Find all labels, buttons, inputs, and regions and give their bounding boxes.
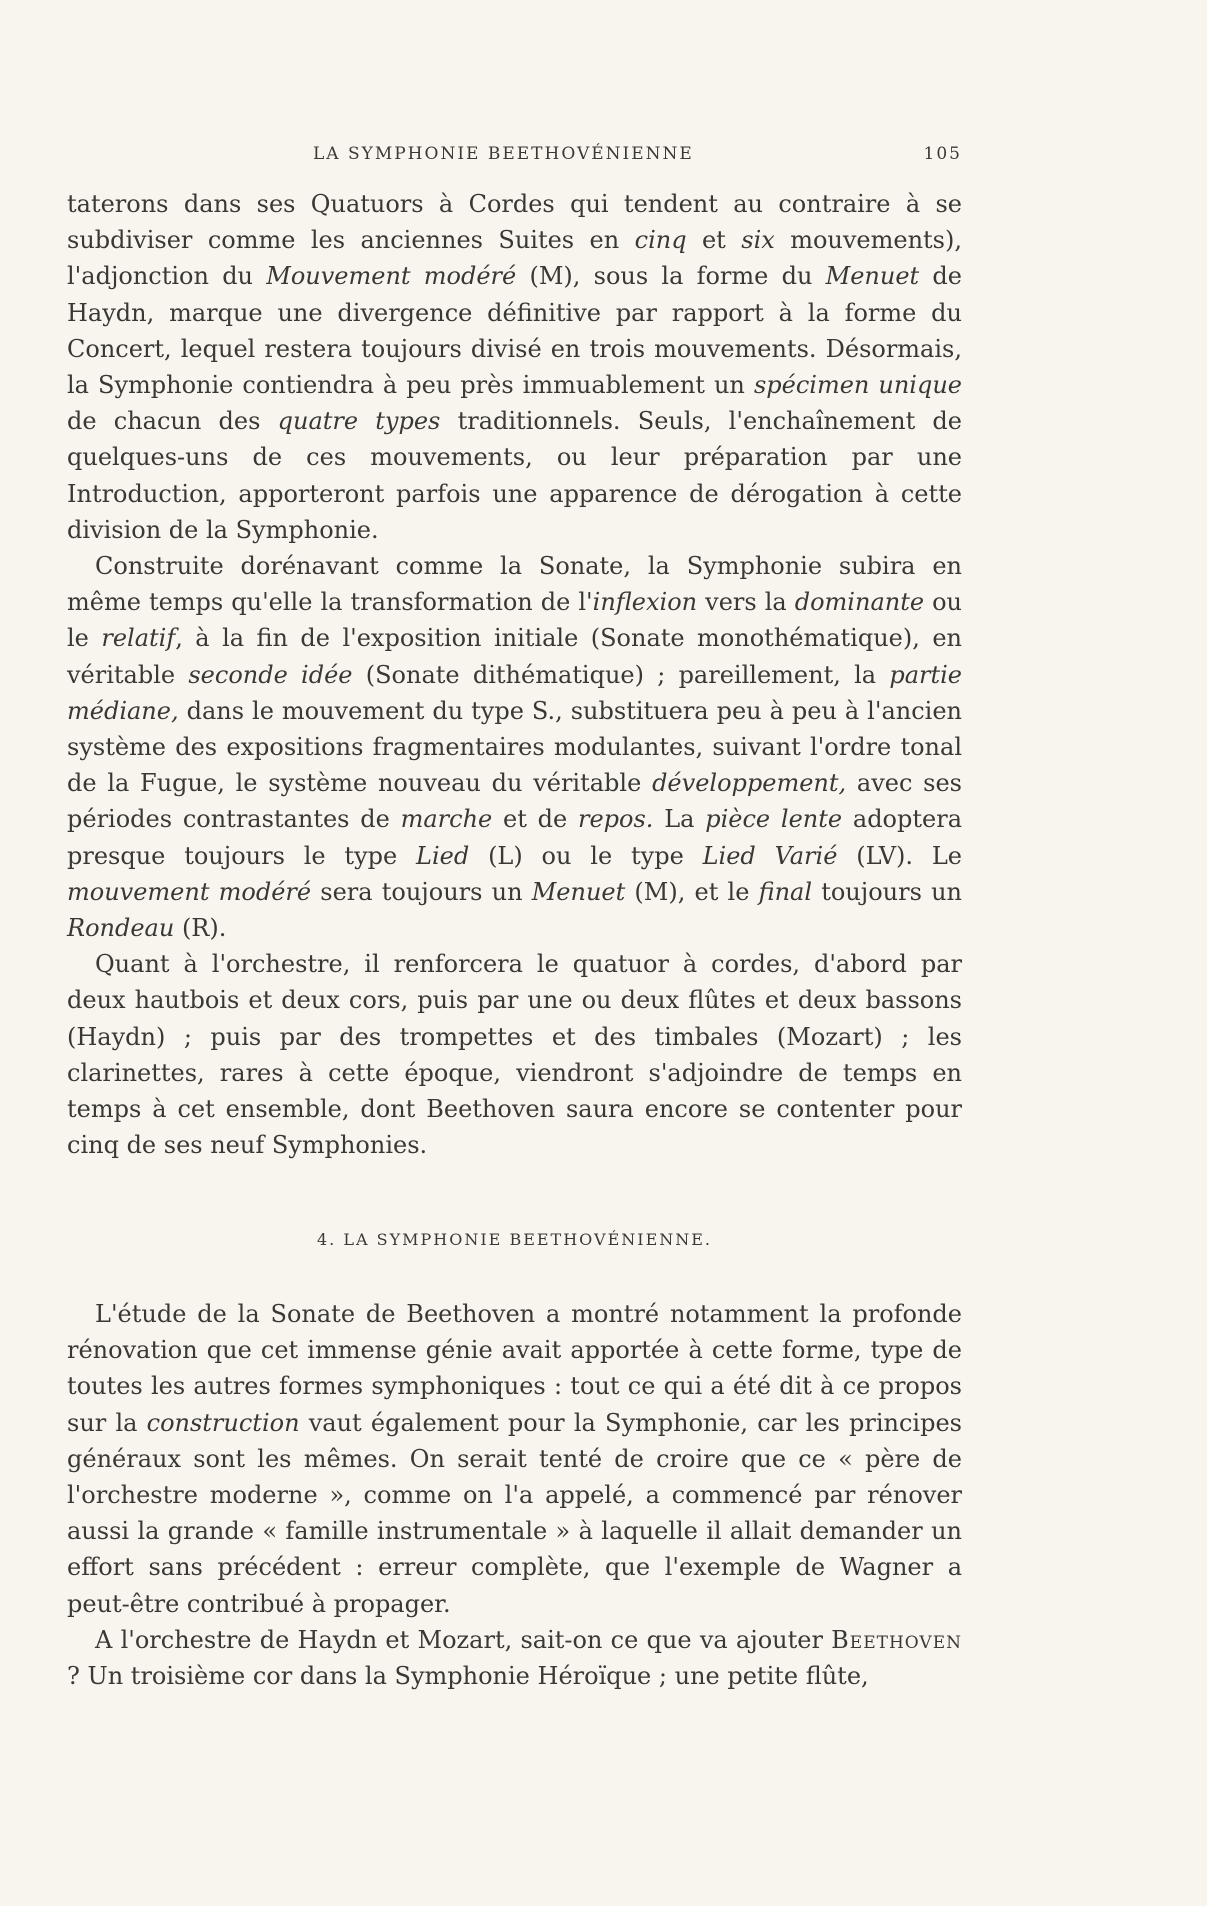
- running-title: LA SYMPHONIE BEETHOVÉNIENNE: [313, 144, 694, 164]
- paragraph-orchestra: Quant à l'orchestre, il renforcera le quatuor à cordes, d'abord par deux hautbois et deux cors, puis par une ou deux flûtes et deux bassons (Haydn) ; puis par des trompettes et des timbales (Mozart) ; les clarinettes, rares à cette époque, viendront s'adjoindre de temps en temps à cet ensemble, dont Beethoven saura encore se contenter pour cinq de ses neuf Symphonies.: [67, 950, 962, 1160]
- paragraph-continuation: taterons dans ses Quatuors à Cordes qui tendent au contraire à se subdiviser comme les anciennes Suites en cinq et six mouvements), l'adjonction du Mouvement modéré (M), sous la forme du Menuet de Haydn, marque une divergence définitive par rapport à la forme du Concert, lequel restera toujours divisé en trois mouvements. Désormais, la Symphonie contiendra à peu près immuablement un spécimen unique de chacun des quatre types traditionnels. Seuls, l'enchaînement de quelques-uns de ces mouvements, ou leur préparation par une Introduction, apporteront parfois une apparence de dérogation à cette division de la Symphonie.: [67, 190, 962, 544]
- text-block-upper: [67, 186, 962, 1163]
- section-heading: [67, 1230, 962, 1249]
- paragraph-beethoven-sonata: L'étude de la Sonate de Beethoven a montré notamment la profonde rénovation que cet immense génie avait apportée à cette forme, type de toutes les autres formes symphoniques : tout ce qui a été dit à ce propos sur la construction vaut également pour la Symphonie, car les principes généraux sont les mêmes. On serait tenté de croire que ce « père de l'orchestre moderne », comme on l'a appelé, a commencé par rénover aussi la grande « famille instrumentale » à laquelle il allait demander un effort sans précédent : erreur complète, que l'exemple de Wagner a peut-être contribué à propager.: [67, 1300, 962, 1618]
- running-head: [67, 144, 962, 166]
- page-number: 105: [923, 144, 962, 164]
- paragraph-sonata-form: Construite dorénavant comme la Sonate, la Symphonie subira en même temps qu'elle la transformation de l'inflexion vers la dominante ou le relatif, à la fin de l'exposition initiale (Sonate monothématique), en véritable seconde idée (Sonate dithématique) ; pareillement, la partie médiane, dans le mouvement du type S., substituera peu à peu à l'ancien système des expositions fragmentaires modulantes, suivant l'ordre tonal de la Fugue, le système nouveau du véritable développement, avec ses périodes contrastantes de marche et de repos. La pièce lente adoptera presque toujours le type Lied (L) ou le type Lied Varié (LV). Le mouvement modéré sera toujours un Menuet (M), et le final toujours un Rondeau (R).: [67, 552, 962, 943]
- paragraph-orchestra-additions: A l'orchestre de Haydn et Mozart, sait-on ce que va ajouter Beethoven ? Un troisième cor dans la Symphonie Héroïque ; une petite flûte,: [67, 1625, 962, 1691]
- section-number: 4.: [316, 1230, 337, 1249]
- text-block-lower: [67, 1296, 962, 1694]
- section-title: LA SYMPHONIE BEETHOVÉNIENNE.: [343, 1230, 713, 1249]
